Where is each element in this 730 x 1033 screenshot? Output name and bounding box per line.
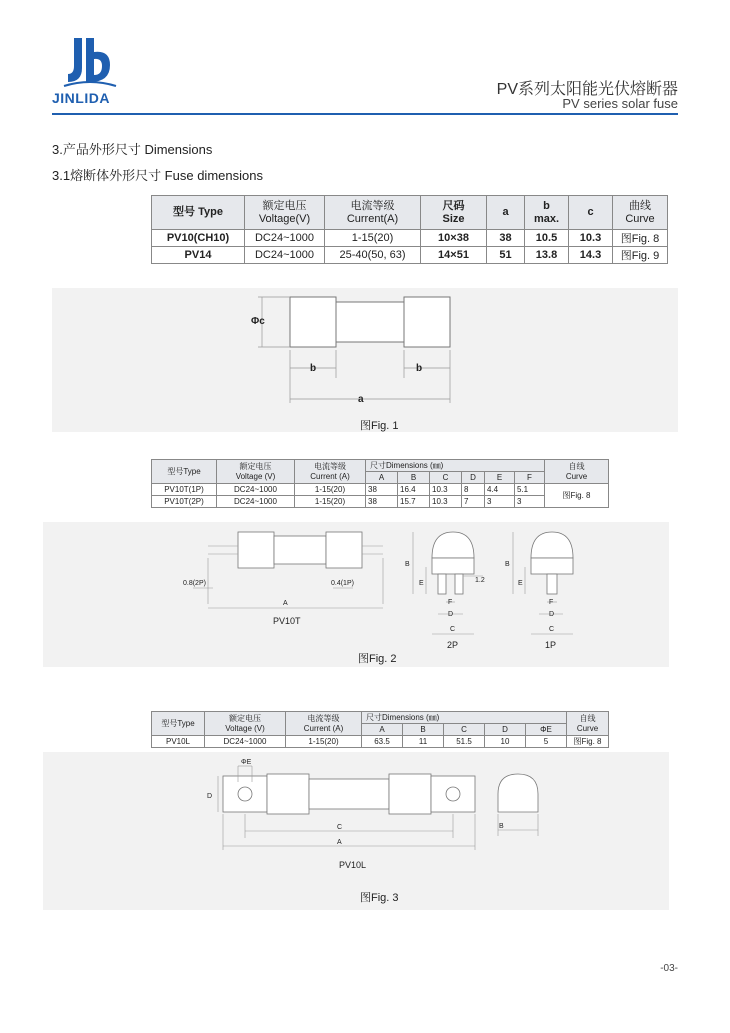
th-dimensions: 尺寸Dimensions (㎜) xyxy=(366,460,545,472)
table-row xyxy=(152,736,609,748)
th-c: c xyxy=(569,196,613,230)
fig2-1p-C: C xyxy=(549,626,555,633)
brand-name: JINLIDA xyxy=(52,90,110,106)
th-current: 电流等级 Current (A) xyxy=(295,460,366,484)
fig3-model: PV10L xyxy=(339,860,367,870)
fig3-label-D: D xyxy=(207,793,213,800)
fig2-label-A: A xyxy=(283,600,288,607)
jinlida-logo-icon xyxy=(60,34,120,90)
cell: 38 xyxy=(487,230,525,247)
fig2-panel xyxy=(43,522,669,667)
fig2-1p-D: D xyxy=(549,611,555,618)
cell: DC24~1000 xyxy=(217,484,295,496)
th-dim: D xyxy=(462,472,485,484)
cell: DC24~1000 xyxy=(205,736,286,748)
th-voltage: 额定电压 Voltage(V) xyxy=(245,196,325,230)
cell: 14.3 xyxy=(569,247,613,264)
section-3-title: 3.产品外形尺寸 Dimensions xyxy=(52,142,213,157)
cell: 3 xyxy=(485,496,515,508)
fig3-drawing xyxy=(43,752,669,910)
fig3-label-C: C xyxy=(337,824,343,831)
brand-logo xyxy=(60,34,120,90)
fuse-dimensions-table xyxy=(151,195,668,264)
th-type: 型号Type xyxy=(152,712,205,736)
th-dim: C xyxy=(430,472,462,484)
cell: 63.5 xyxy=(362,736,403,748)
cell: 10.3 xyxy=(430,484,462,496)
th-type: 型号Type xyxy=(152,460,217,484)
section-3-1-title: 3.1熔断体外形尺寸 Fuse dimensions xyxy=(52,168,263,183)
th-curve: 自线 Curve xyxy=(567,712,609,736)
cell: 51.5 xyxy=(444,736,485,748)
cell: 4.4 xyxy=(485,484,515,496)
cell: 14×51 xyxy=(421,247,487,264)
cell: 图Fig. 8 xyxy=(613,230,668,247)
fig1-panel xyxy=(52,288,678,432)
cell: 3 xyxy=(515,496,545,508)
header-rule xyxy=(52,113,678,115)
fig1-caption: 图Fig. 1 xyxy=(360,420,399,432)
cell: PV10T(1P) xyxy=(152,484,217,496)
fig2-label-1p: 1P xyxy=(545,640,557,650)
table-row xyxy=(152,496,609,508)
th-dim: A xyxy=(362,724,403,736)
th-current: 电流等级 Current (A) xyxy=(286,712,362,736)
cell: 16.4 xyxy=(398,484,430,496)
fig2-2p-D: D xyxy=(448,611,454,618)
fig3-caption: 图Fig. 3 xyxy=(360,892,399,904)
th-voltage: 额定电压 Voltage (V) xyxy=(205,712,286,736)
th-type: 型号 Type xyxy=(152,196,245,230)
fig2-caption: 图Fig. 2 xyxy=(358,653,397,665)
cell: PV10T(2P) xyxy=(152,496,217,508)
cell: 51 xyxy=(487,247,525,264)
pv10t-table xyxy=(151,459,609,508)
cell: 1-15(20) xyxy=(295,484,366,496)
fig3-label-phiE: ΦE xyxy=(241,759,252,766)
fig2-model: PV10T xyxy=(273,616,301,626)
fig2-2p-C: C xyxy=(450,626,456,633)
fig2-label-2p: 2P xyxy=(447,640,459,650)
cell: 图Fig. 9 xyxy=(613,247,668,264)
cell: 1-15(20) xyxy=(295,496,366,508)
fig2-1p-E: E xyxy=(518,580,523,587)
fig2-2p-E: E xyxy=(419,580,424,587)
th-dim: B xyxy=(398,472,430,484)
cell: 图Fig. 8 xyxy=(567,736,609,748)
fig3-panel xyxy=(43,752,669,910)
fig2-2p-B: B xyxy=(405,561,410,568)
cell: 10.3 xyxy=(569,230,613,247)
cell: 38 xyxy=(366,484,398,496)
fig1-drawing xyxy=(52,288,678,432)
header-title-en: PV series solar fuse xyxy=(562,96,678,111)
fig1-label-a: a xyxy=(358,394,364,405)
cell: 13.8 xyxy=(525,247,569,264)
th-b: b max. xyxy=(525,196,569,230)
th-dim: F xyxy=(515,472,545,484)
th-dim: ΦE xyxy=(526,724,567,736)
pv10l-table xyxy=(151,711,609,748)
cell: DC24~1000 xyxy=(245,230,325,247)
cell: 11 xyxy=(403,736,444,748)
cell: 10×38 xyxy=(421,230,487,247)
cell: 38 xyxy=(366,496,398,508)
th-size: 尺码 Size xyxy=(421,196,487,230)
th-dim: A xyxy=(366,472,398,484)
table-row xyxy=(152,247,668,264)
fig2-label-08: 0.8(2P) xyxy=(183,580,206,587)
th-dim: B xyxy=(403,724,444,736)
cell: 1-15(20) xyxy=(286,736,362,748)
cell: 10 xyxy=(485,736,526,748)
cell: PV10L xyxy=(152,736,205,748)
cell: 10.5 xyxy=(525,230,569,247)
th-curve: 自线 Curve xyxy=(545,460,609,484)
cell: 图Fig. 8 xyxy=(545,484,609,508)
th-voltage: 额定电压 Voltage (V) xyxy=(217,460,295,484)
cell: 25-40(50, 63) xyxy=(325,247,421,264)
th-dim: E xyxy=(485,472,515,484)
fig2-1p-B: B xyxy=(505,561,510,568)
cell: DC24~1000 xyxy=(217,496,295,508)
th-dimensions: 尺寸Dimensions (㎜) xyxy=(362,712,567,724)
fig3-label-A: A xyxy=(337,839,342,846)
fig2-drawing xyxy=(43,522,669,667)
fig2-1p-F: F xyxy=(549,599,554,606)
table-row xyxy=(152,484,609,496)
table-row xyxy=(152,230,668,247)
cell: 7 xyxy=(462,496,485,508)
th-a: a xyxy=(487,196,525,230)
page-number: -03- xyxy=(660,963,678,974)
th-dim: C xyxy=(444,724,485,736)
th-curve: 曲线 Curve xyxy=(613,196,668,230)
cell: 5.1 xyxy=(515,484,545,496)
fig3-label-B: B xyxy=(499,823,504,830)
fig1-label-b-right: b xyxy=(416,363,423,374)
cell: 5 xyxy=(526,736,567,748)
cell: PV10(CH10) xyxy=(152,230,245,247)
th-current: 电流等级 Current(A) xyxy=(325,196,421,230)
fig1-label-b-left: b xyxy=(310,363,317,374)
cell: 1-15(20) xyxy=(325,230,421,247)
fig1-label-c: Φc xyxy=(251,316,265,327)
fig2-2p-F: F xyxy=(448,599,453,606)
cell: 8 xyxy=(462,484,485,496)
th-dim: D xyxy=(485,724,526,736)
header-title-cn: PV系列太阳能光伏熔断器 xyxy=(496,81,678,98)
fig2-label-04: 0.4(1P) xyxy=(331,580,354,587)
cell: 15.7 xyxy=(398,496,430,508)
fig2-label-12: 1.2 xyxy=(475,577,485,584)
cell: DC24~1000 xyxy=(245,247,325,264)
cell: 10.3 xyxy=(430,496,462,508)
cell: PV14 xyxy=(152,247,245,264)
